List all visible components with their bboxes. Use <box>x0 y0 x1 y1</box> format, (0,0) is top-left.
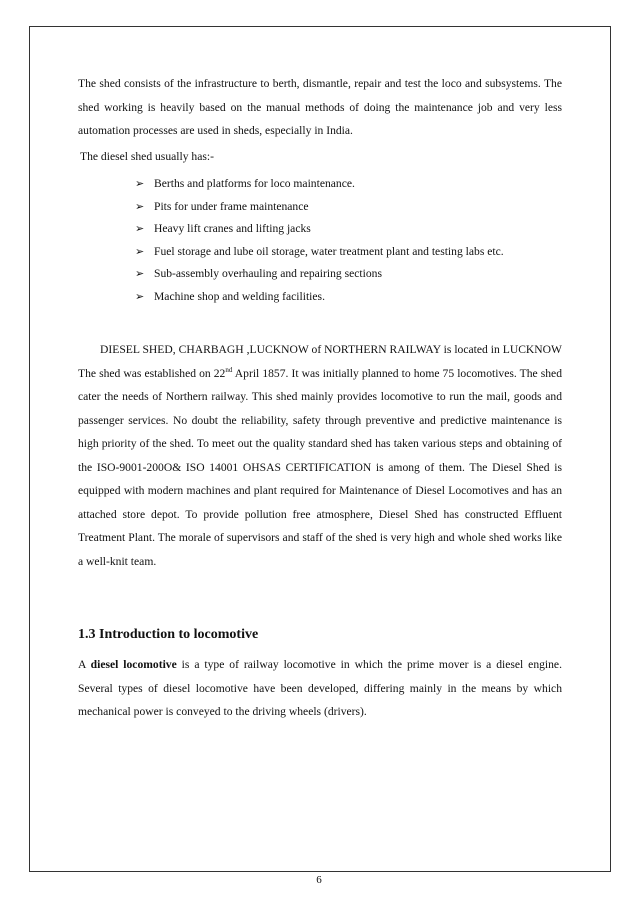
list-item <box>135 263 562 286</box>
arrow-bullet-icon: ➢ <box>135 244 145 258</box>
shed-text-part2: April 1857. It was initially planned to home 75 locomotives. The shed cater the needs of Northern railway. This shed mainly provides locomotive to run the mail, goods and passenger services. No doubt the reliability, safety through preventive and predictive maintenance is high priority of the shed. To meet out the quality standard shed has taken various steps and obtaining of the ISO-9001-200O& ISO 14001 OHSAS CERTIFICATION is among of them. The Diesel Shed is equipped with modern machines and plant required for Maintenance of Diesel Locomotives and has an attached store depot. To provide pollution free atmosphere, Diesel Shed has constructed Effluent Treatment Plant. The morale of supervisors and staff of the shed is very high and whole shed works like a well-knit team. <box>78 366 562 568</box>
intro-paragraph: The shed consists of the infrastructure to berth, dismantle, repair and test the loco and subsystems. The shed working is heavily based on the manual methods of doing the maintenance job and very less automation processes are used in sheds, especially in India. <box>78 77 562 137</box>
list-item-text: Machine shop and welding facilities. <box>154 289 325 303</box>
shed-text-part1: DIESEL SHED, CHARBAGH ,LUCKNOW of NORTHERN RAILWAY is located in LUCKNOW The shed was established on 22 <box>78 343 562 380</box>
page-content <box>78 72 562 724</box>
list-item <box>135 173 562 196</box>
section-heading: 1.3 Introduction to locomotive <box>78 627 259 642</box>
list-item <box>135 218 562 241</box>
list-item <box>135 196 562 219</box>
list-item <box>135 241 562 264</box>
diesel-shed-paragraph <box>78 338 562 573</box>
list-item <box>135 286 562 309</box>
arrow-bullet-icon: ➢ <box>135 199 145 213</box>
arrow-bullet-icon: ➢ <box>135 177 145 190</box>
page-number: 6 <box>316 874 322 886</box>
list-lead-line: The diesel shed usually has:- <box>80 149 214 163</box>
list-item-text: Heavy lift cranes and lifting jacks <box>154 222 311 235</box>
arrow-bullet-icon: ➢ <box>135 289 145 303</box>
list-item-text: Berths and platforms for loco maintenance. <box>154 177 355 190</box>
facilities-list <box>78 173 562 308</box>
diesel-locomotive-term: diesel locomotive <box>90 658 177 671</box>
loco-prefix: A <box>78 658 91 671</box>
arrow-bullet-icon: ➢ <box>135 267 145 280</box>
ordinal-superscript: nd <box>225 365 233 374</box>
list-item-text: Sub-assembly overhauling and repairing sections <box>154 267 382 280</box>
list-item-text: Fuel storage and lube oil storage, water treatment plant and testing labs etc. <box>154 244 504 258</box>
arrow-bullet-icon: ➢ <box>135 222 145 235</box>
locomotive-paragraph <box>78 653 562 724</box>
loco-text: is a type of railway locomotive in which the prime mover is a diesel engine. Several types of diesel locomotive have been developed, differing mainly in the means by which mechanical power is conveyed to the driving wheels (drivers). <box>78 658 562 718</box>
list-item-text: Pits for under frame maintenance <box>154 199 309 213</box>
